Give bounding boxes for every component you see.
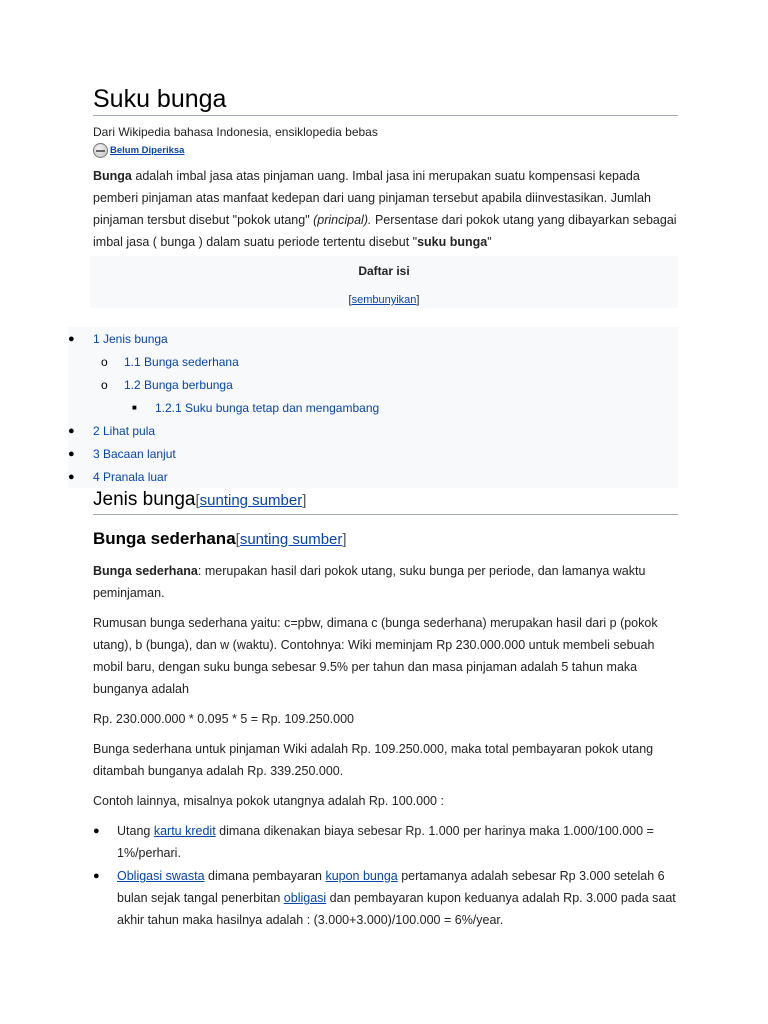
example-list [93,820,678,931]
toc-box [90,256,678,308]
link-kupon-bunga[interactable]: kupon bunga [325,869,398,883]
toc-item-pranala-luar[interactable] [68,465,678,488]
edit-close-bracket: ] [342,531,347,548]
article-source-note: Dari Wikipedia bahasa Indonesia, ensiklopedia bebas [93,125,378,139]
toc-toggle-open: [ [348,294,352,306]
edit-section-control [236,531,347,548]
bullet-icon: ● [68,470,75,483]
definition-term: Bunga sederhana [93,564,198,578]
formula-paragraph: Rumusan bunga sederhana yaitu: c=pbw, dimana c (bunga sederhana) merupakan hasil dari p (pokok utang), b (bunga), dan w (waktu). Contohnya: Wiki meminjam Rp 230.000.000 untuk membeli sebuah mobil baru, dengan suku bunga sebesar 9.5% per tahun dan masa pinjaman adalah 5 tahun maka bunganya adalah [93,616,658,696]
subsection-heading-text: Bunga sederhana [93,529,236,548]
toc-title: Daftar isi [358,264,410,278]
edit-close-bracket: ] [302,492,307,509]
list-item-text: dan pembayaran kupon keduanya adalah Rp. 3.000 pada saat akhir tahun maka hasilnya adalah : (3.000+3.000)/100.000 = 6%/year. [117,891,676,927]
intro-text-3: " [487,235,492,249]
toc-item-label[interactable]: 1 Jenis bunga [93,331,168,346]
link-obligasi-swasta[interactable]: Obligasi swasta [117,869,205,883]
bullet-icon: o [101,377,108,392]
toc-item-label[interactable]: 3 Bacaan lanjut [93,446,176,461]
bullet-icon: ● [93,825,100,837]
list-item-text: pertamanya adalah sebesar Rp 3.000 setelah 6 bulan sejak tangal penerbitan [117,869,665,905]
toc-item-label[interactable]: 1.2.1 Suku bunga tetap dan mengambang [155,400,380,415]
intro-paragraph [93,165,678,253]
toc-item-label[interactable]: 2 Lihat pula [93,423,156,438]
bullet-icon: o [101,354,108,369]
definition-paragraph [93,560,678,604]
list-item-text: Utang [117,824,154,838]
toc-item-bunga-sederhana[interactable] [68,350,678,373]
article-header [93,84,678,253]
toc-list [68,327,678,488]
edit-open-bracket: [ [195,492,200,509]
edit-source-link[interactable]: sunting sumber [199,492,303,509]
review-status-link[interactable]: Belum Diperiksa [110,144,185,156]
unreviewed-icon [93,143,108,158]
article-body [93,488,678,931]
toc-toggle [90,294,678,306]
edit-open-bracket: [ [235,531,240,548]
bullet-icon: ● [68,332,75,345]
page-title: Suku bunga [93,84,678,116]
total-paragraph: Bunga sederhana untuk pinjaman Wiki adalah Rp. 109.250.000, maka total pembayaran pokok utang ditambah bunganya adalah Rp. 339.250.000. [93,742,654,778]
toc-item-label[interactable]: 1.2 Bunga berbunga [124,377,233,392]
link-kartu-kredit[interactable]: kartu kredit [153,824,216,838]
bullet-icon: ■ [132,403,137,412]
list-item [93,865,678,931]
toc-item-label[interactable]: 4 Pranala luar [93,469,168,484]
definition-text: : merupakan hasil dari pokok utang, suku bunga per periode, dan lamanya waktu peminjaman. [93,564,646,600]
intro-text-1: adalah imbal jasa atas pinjaman uang. Imbal jasa ini merupakan suatu kompensasi kepada pemberi pinjaman atas manfaat kedepan dari uang pinjaman tersebut apabila diinvestasikan. Jumlah pinjaman tersbut disebut "pokok utang" [93,169,651,227]
list-item [93,820,678,864]
intro-principal: (principal). [313,213,372,227]
toc-item-bacaan-lanjut[interactable] [68,442,678,465]
bullet-icon: ● [93,870,100,882]
toc-item-bunga-berbunga[interactable] [68,373,678,396]
toc-hide-link[interactable]: sembunyikan [351,294,417,306]
bullet-icon: ● [68,424,75,437]
toc-item-label[interactable]: 1.1 Bunga sederhana [124,354,239,369]
toc-toggle-close: ] [416,294,420,306]
intro-suku-bunga: suku bunga [417,235,488,249]
section-heading-jenis-bunga [93,488,678,515]
bullet-icon: ● [68,447,75,460]
example-intro: Contoh lainnya, misalnya pokok utangnya adalah Rp. 100.000 : [93,794,444,808]
toc-item-jenis-bunga[interactable] [68,327,678,350]
edit-source-link[interactable]: sunting sumber [239,531,343,548]
link-obligasi[interactable]: obligasi [283,891,327,905]
calculation-line: Rp. 230.000.000 * 0.095 * 5 = Rp. 109.250.000 [93,712,354,726]
toc-item-suku-bunga-tetap[interactable] [68,396,678,419]
list-item-text: dimana pembayaran [204,869,326,883]
section-heading-text: Jenis bunga [93,489,196,510]
toc-item-lihat-pula[interactable] [68,419,678,442]
review-status-badge [93,141,678,159]
edit-section-control [195,492,306,509]
list-item-text: dimana dikenakan biaya sebesar Rp. 1.000 per harinya maka 1.000/100.000 = 1%/perhari. [117,824,654,860]
section-heading-bunga-sederhana [93,527,678,552]
intro-term: Bunga [93,169,132,183]
intro-text-2: Persentase dari pokok utang yang dibayarkan sebagai imbal jasa ( bunga ) dalam suatu periode tertentu disebut " [93,213,677,249]
